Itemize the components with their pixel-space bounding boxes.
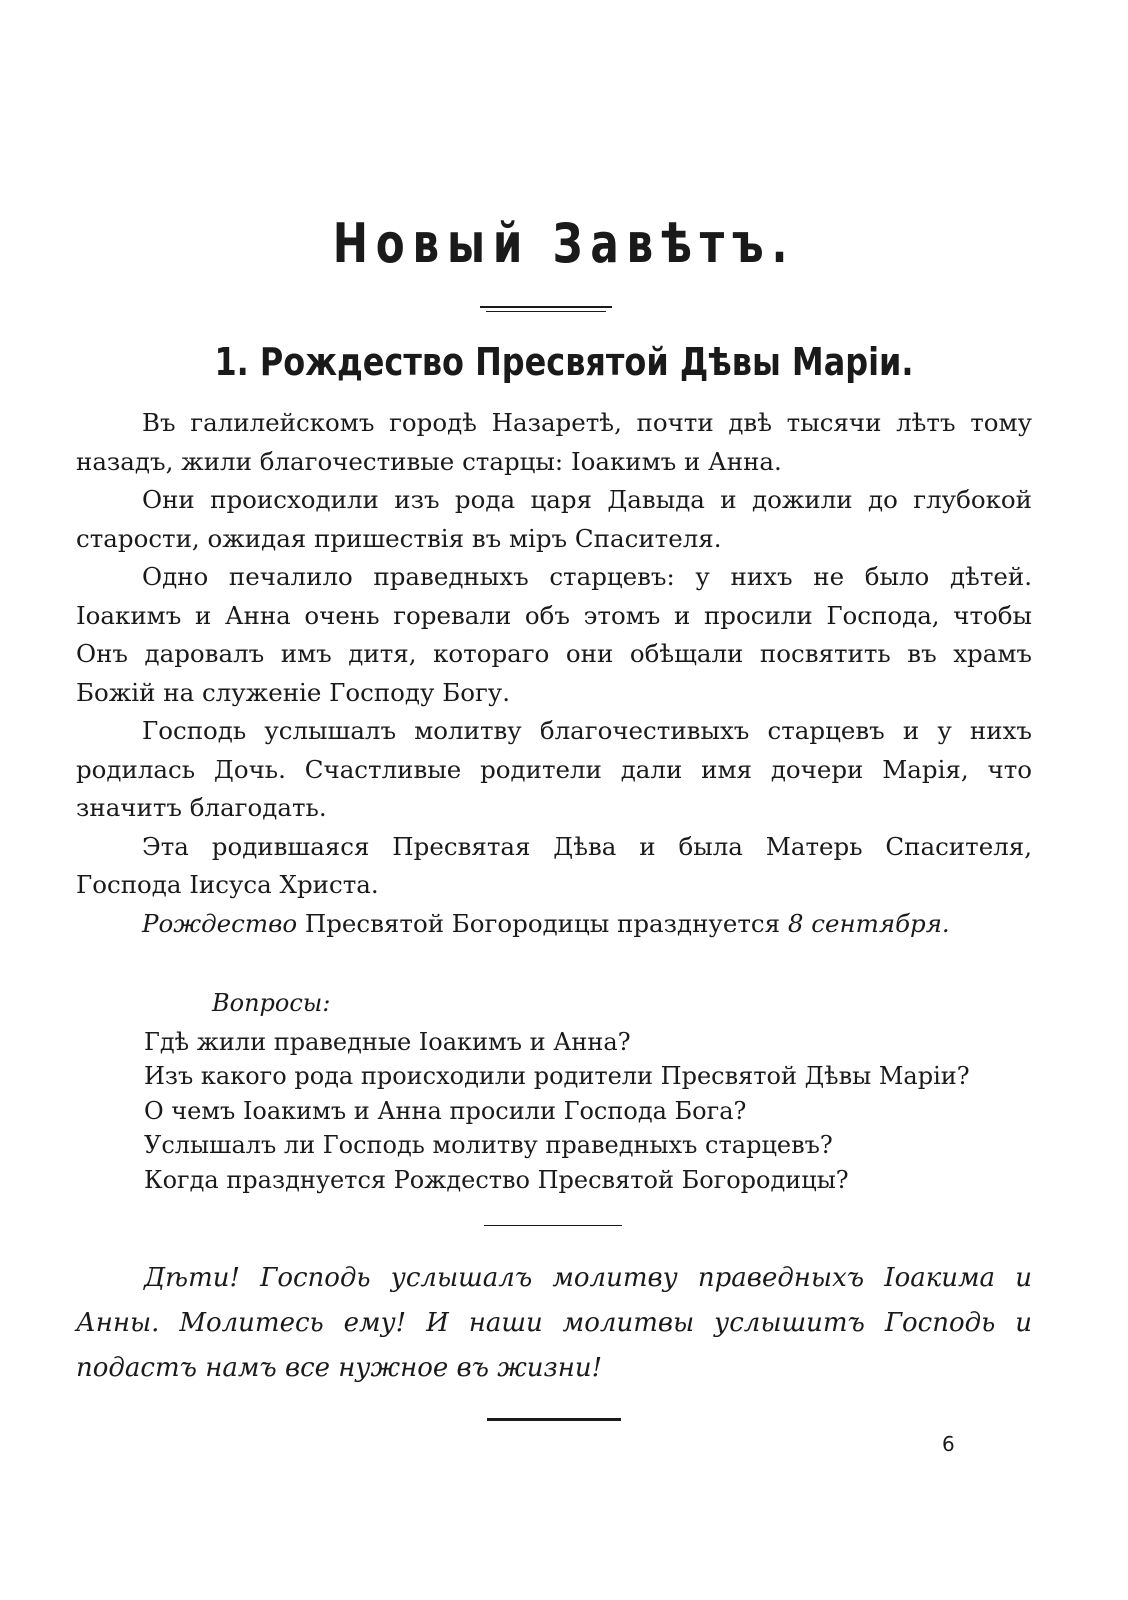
title-divider-thin <box>486 311 606 312</box>
moral-text: Дѣти! Господь услышалъ молитву праведныхъ Іоакима и Анны. Молитесь ему! И наши молитвы услышитъ Господь и подастъ намъ все нужное въ жизни! <box>76 1263 1032 1383</box>
question-item: Когда празднуется Рождество Пресвятой Богородицы? <box>144 1165 849 1194</box>
title-divider <box>480 306 612 308</box>
question-item: О чемъ Іоакимъ и Анна просили Господа Бога? <box>144 1096 747 1125</box>
section-heading: 1. Рождество Пресвятой Дѣвы Маріи. <box>214 340 914 384</box>
paragraph: Господь услышалъ молитву благочестивыхъ старцевъ и у нихъ родилась Дочь. Счастливые родители дали имя дочери Марія, что значитъ благодать. <box>76 716 1032 822</box>
feast-lead: Рождество <box>142 908 298 938</box>
story-text <box>76 404 1032 943</box>
feast-paragraph <box>76 905 1032 944</box>
question-item: Гдѣ жили праведные Іоакимъ и Анна? <box>144 1027 631 1056</box>
feast-text: Пресвятой Богородицы празднуется <box>297 908 788 938</box>
paragraph: Эта родившаяся Пресвятая Дѣва и была Матерь Спасителя, Господа Іисуса Христа. <box>76 831 1032 899</box>
end-divider <box>487 1418 621 1421</box>
questions-block <box>144 986 1044 1197</box>
paragraph: Въ галилейскомъ городѣ Назаретѣ, почти двѣ тысячи лѣтъ тому назадъ, жили благочестивые старцы: Іоакимъ и Анна. <box>76 408 1032 476</box>
page-title: Новый Завѣтъ. <box>332 212 796 275</box>
questions-heading: Вопросы: <box>212 989 331 1017</box>
feast-date: 8 сентября. <box>787 908 950 938</box>
question-item: Услышалъ ли Господь молитву праведныхъ старцевъ? <box>144 1131 833 1159</box>
paragraph: Одно печалило праведныхъ старцевъ: у нихъ не было дѣтей. Іоакимъ и Анна очень горевали объ этомъ и просили Господа, чтобы Онъ даровалъ имъ дитя, котораго они обѣщали посвятить въ храмъ Божій на служеніе Господу Богу. <box>76 562 1032 707</box>
paragraph: Они происходили изъ рода царя Давыда и дожили до глубокой старости, ожидая пришествія въ міръ Спасителя. <box>76 485 1032 553</box>
page-number: 6 <box>942 1432 955 1456</box>
question-item: Изъ какого рода происходили родители Пресвятой Дѣвы Маріи? <box>144 1062 970 1090</box>
questions-divider <box>484 1225 622 1226</box>
